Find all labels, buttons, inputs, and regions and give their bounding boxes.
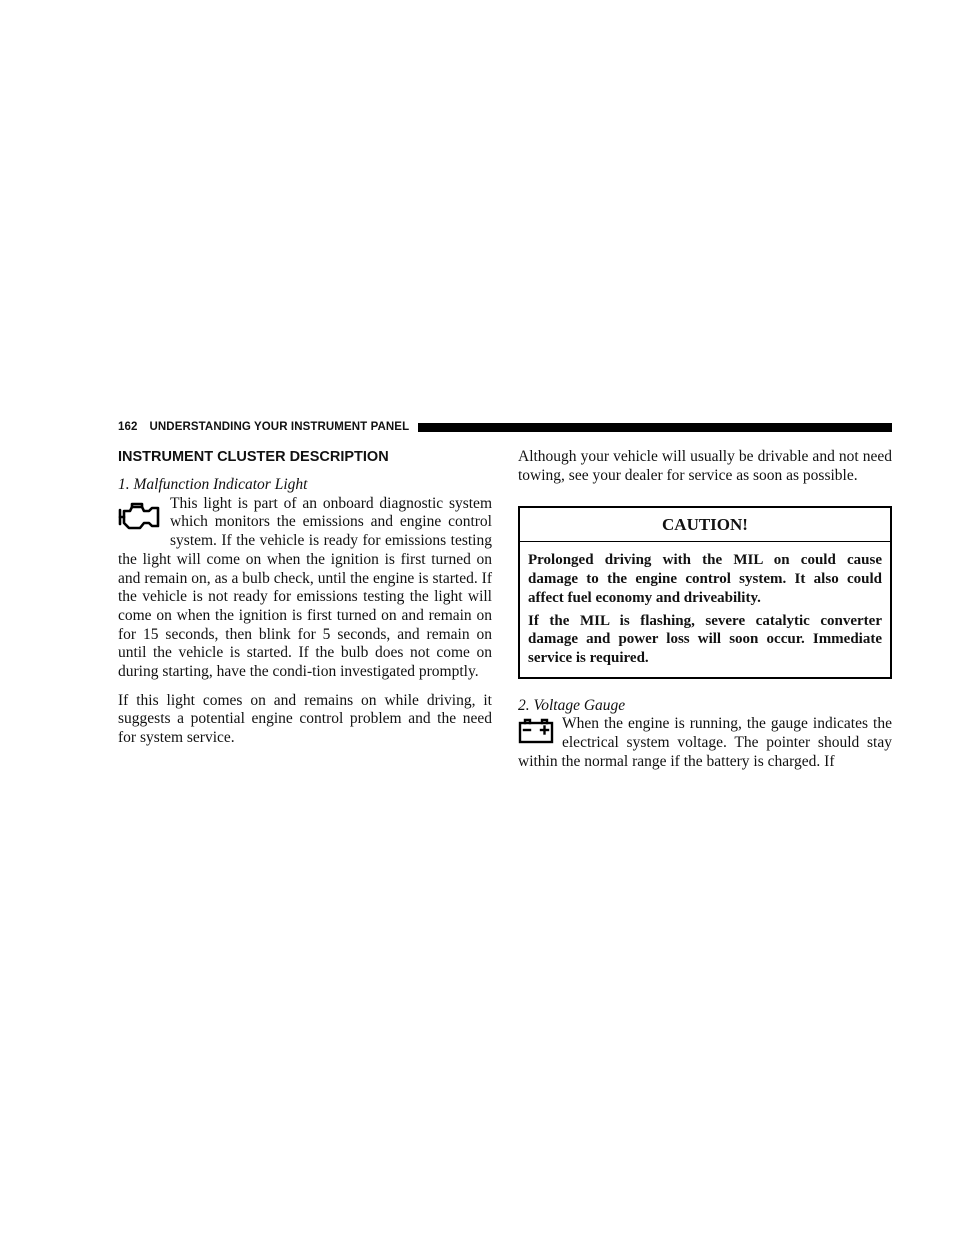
caution-body — [520, 542, 890, 676]
page-number: 162 — [118, 421, 138, 433]
header-rule — [418, 423, 892, 432]
caution-title: CAUTION! — [520, 508, 890, 542]
malfunction-indicator-description — [118, 495, 492, 682]
page-header — [118, 419, 892, 435]
drivable-note: Although your vehicle will usually be drivable and not need towing, see your dealer for service as soon as possible. — [518, 448, 892, 484]
battery-icon — [518, 718, 554, 750]
caution-para-2: If the MIL is flashing, severe catalytic converter damage and power loss will soon occur. Immediate service is required. — [528, 612, 882, 666]
caution-para-1: Prolonged driving with the MIL on could cause damage to the engine control system. It also could affect fuel economy and driveability. — [528, 552, 882, 606]
voltage-gauge-description — [518, 715, 892, 771]
voltage-gauge-text: When the engine is running, the gauge indicates the electrical system voltage. The pointer should stay within the normal range if the battery is charged. If — [518, 715, 892, 770]
malfunction-indicator-text: This light is part of an onboard diagnostic system which monitors the emissions and engine control system. If the vehicle is ready for emissions testing the light will come on when the ignition is first turned on and remain on, as a bulb check, until the engine is started. If the vehicle is not ready for emissions testing the light will come on when the ignition is first turned on and remain on for 15 seconds, then blink for 5 seconds, and remain on until the vehicle is started. If the bulb does not come on during starting, have the condi-tion investigated promptly. — [118, 494, 492, 681]
caution-box — [518, 506, 892, 678]
left-column — [118, 448, 492, 748]
malfunction-indicator-para2: If this light comes on and remains on while driving, it suggests a potential engine control problem and the need for system service. — [118, 691, 492, 747]
check-engine-icon — [118, 501, 162, 537]
header-title: UNDERSTANDING YOUR INSTRUMENT PANEL — [149, 421, 410, 433]
voltage-gauge-heading: 2. Voltage Gauge — [518, 696, 626, 714]
malfunction-indicator-heading: 1. Malfunction Indicator Light — [118, 476, 308, 493]
right-column — [518, 448, 892, 771]
section-title: INSTRUMENT CLUSTER DESCRIPTION — [118, 449, 389, 465]
